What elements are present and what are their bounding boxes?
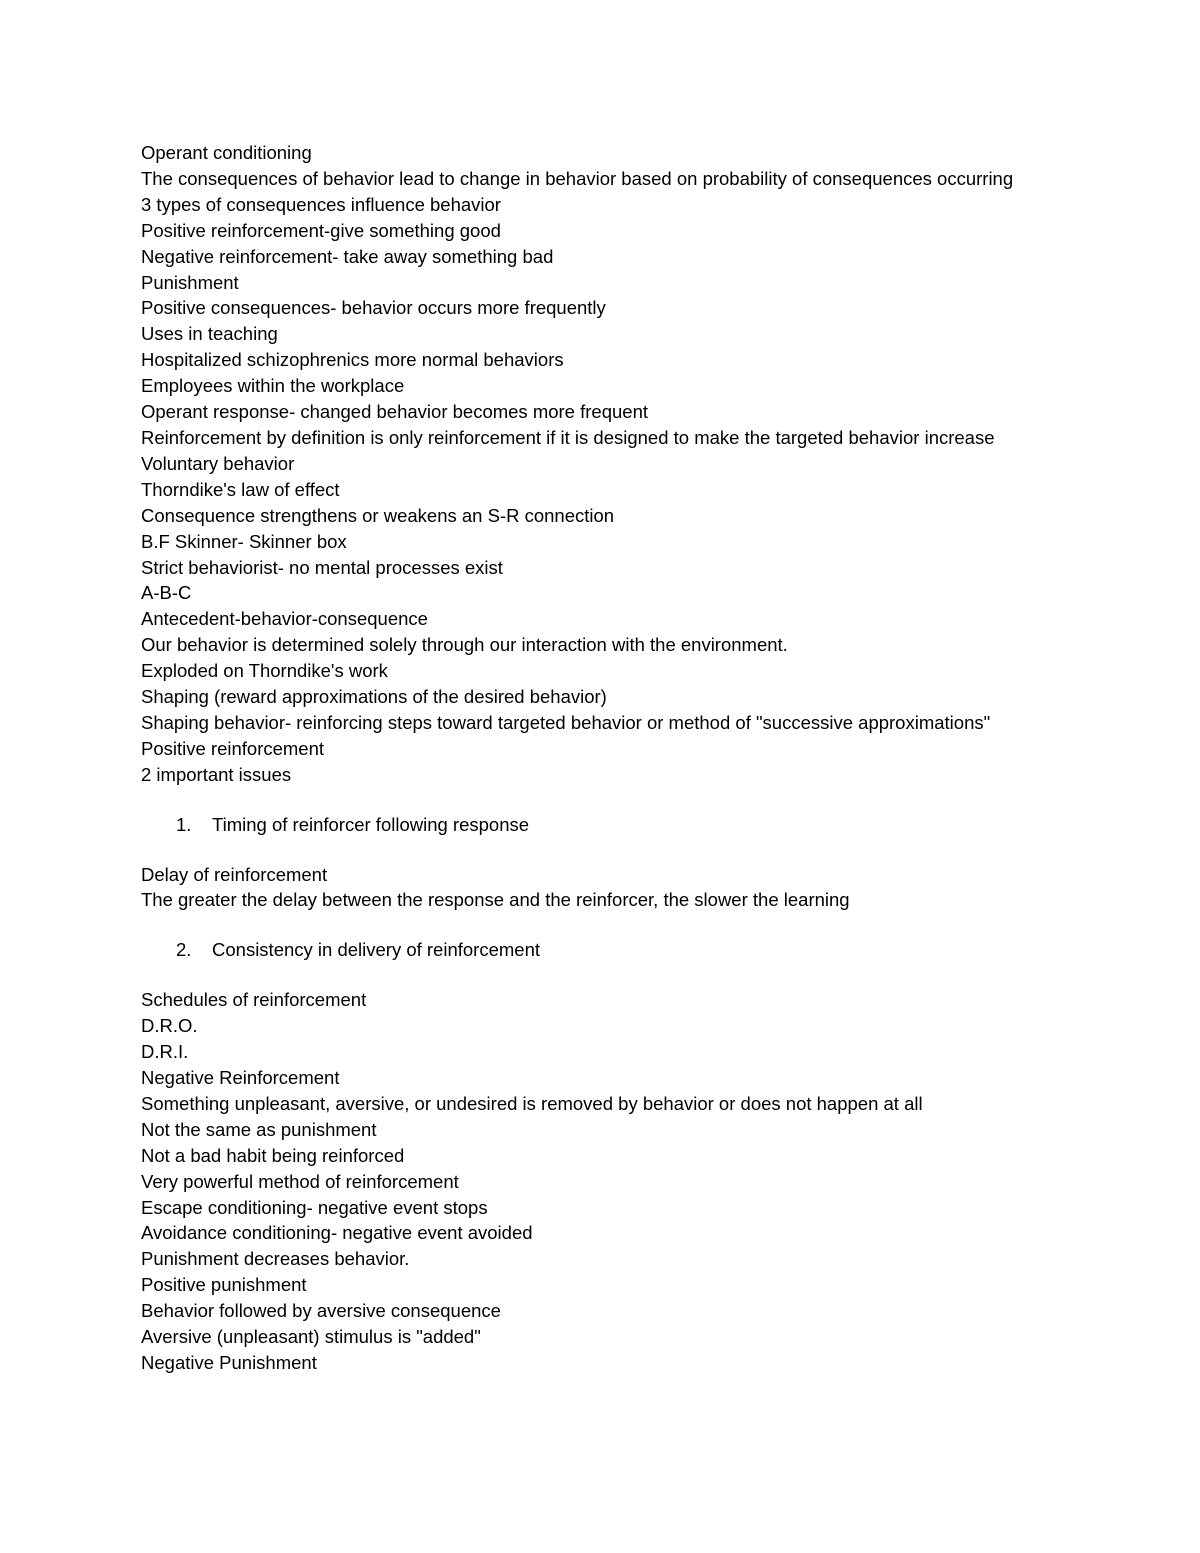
numbered-list-1 — [141, 812, 1071, 838]
text-line: Delay of reinforcement — [141, 863, 328, 885]
text-line: Negative Reinforcement — [141, 1067, 340, 1088]
text-line: A-B-C — [141, 582, 192, 604]
text-line: Shaping (reward approximations of the desired behavior) — [141, 686, 607, 708]
text-line: Aversive (unpleasant) stimulus is "added" — [141, 1326, 481, 1348]
text-line: Escape conditioning- negative event stops — [141, 1196, 488, 1218]
list-item — [141, 937, 1071, 963]
numbered-list-2 — [141, 937, 1071, 963]
text-block-3 — [141, 987, 1071, 1376]
text-line: Punishment decreases behavior. — [141, 1248, 410, 1270]
text-block-2 — [141, 862, 1071, 914]
text-line: Voluntary behavior — [141, 452, 295, 474]
list-item — [141, 812, 1071, 838]
list-item-text: Timing of reinforcer following response — [212, 813, 530, 835]
text-line: Positive reinforcement — [141, 737, 325, 759]
text-line: Thorndike's law of effect — [141, 478, 340, 500]
text-block-1 — [141, 140, 1071, 788]
text-line: Very powerful method of reinforcement — [141, 1170, 459, 1192]
text-line: Exploded on Thorndike's work — [141, 660, 388, 682]
text-line: Not a bad habit being reinforced — [141, 1144, 405, 1166]
text-line: The consequences of behavior lead to change in behavior based on probability of consequences occurring — [141, 167, 1014, 189]
text-line: Positive reinforcement-give something good — [141, 219, 501, 241]
text-line: Positive punishment — [141, 1274, 307, 1296]
text-line: Behavior followed by aversive consequence — [141, 1300, 501, 1322]
text-line: Something unpleasant, aversive, or undesired is removed by behavior or does not happen at all — [141, 1092, 923, 1114]
document-page — [141, 140, 1071, 1376]
doc-title: Operant conditioning — [141, 142, 312, 163]
text-line: Operant response- changed behavior becomes more frequent — [141, 401, 648, 423]
text-line: Reinforcement by definition is only reinforcement if it is designed to make the targeted behavior increase — [141, 426, 995, 448]
list-number: 1. — [176, 813, 192, 835]
text-line: Shaping behavior- reinforcing steps toward targeted behavior or method of "successive approximations" — [141, 711, 991, 733]
text-line: Schedules of reinforcement — [141, 989, 367, 1011]
text-line: B.F Skinner- Skinner box — [141, 530, 347, 552]
text-line: Negative reinforcement- take away something bad — [141, 245, 554, 267]
text-line: D.R.O. — [141, 1015, 198, 1037]
text-line: Punishment — [141, 271, 239, 293]
text-line: Avoidance conditioning- negative event avoided — [141, 1222, 533, 1244]
text-line: 2 important issues — [141, 763, 292, 785]
text-line: Not the same as punishment — [141, 1118, 377, 1140]
text-line: 3 types of consequences influence behavior — [141, 193, 501, 215]
text-line: The greater the delay between the response and the reinforcer, the slower the learning — [141, 889, 850, 911]
text-line: Negative Punishment — [141, 1351, 317, 1373]
text-line: Positive consequences- behavior occurs more frequently — [141, 297, 606, 319]
list-item-text: Consistency in delivery of reinforcement — [212, 939, 541, 961]
text-line: Hospitalized schizophrenics more normal behaviors — [141, 349, 564, 371]
list-number: 2. — [176, 939, 192, 961]
text-line: Uses in teaching — [141, 323, 278, 345]
text-line: Antecedent-behavior-consequence — [141, 608, 428, 630]
text-line: D.R.I. — [141, 1041, 189, 1063]
text-line: Our behavior is determined solely through our interaction with the environment. — [141, 634, 788, 656]
text-line: Consequence strengthens or weakens an S-R connection — [141, 504, 615, 526]
text-line: Employees within the workplace — [141, 375, 405, 397]
text-line: Strict behaviorist- no mental processes exist — [141, 556, 503, 578]
